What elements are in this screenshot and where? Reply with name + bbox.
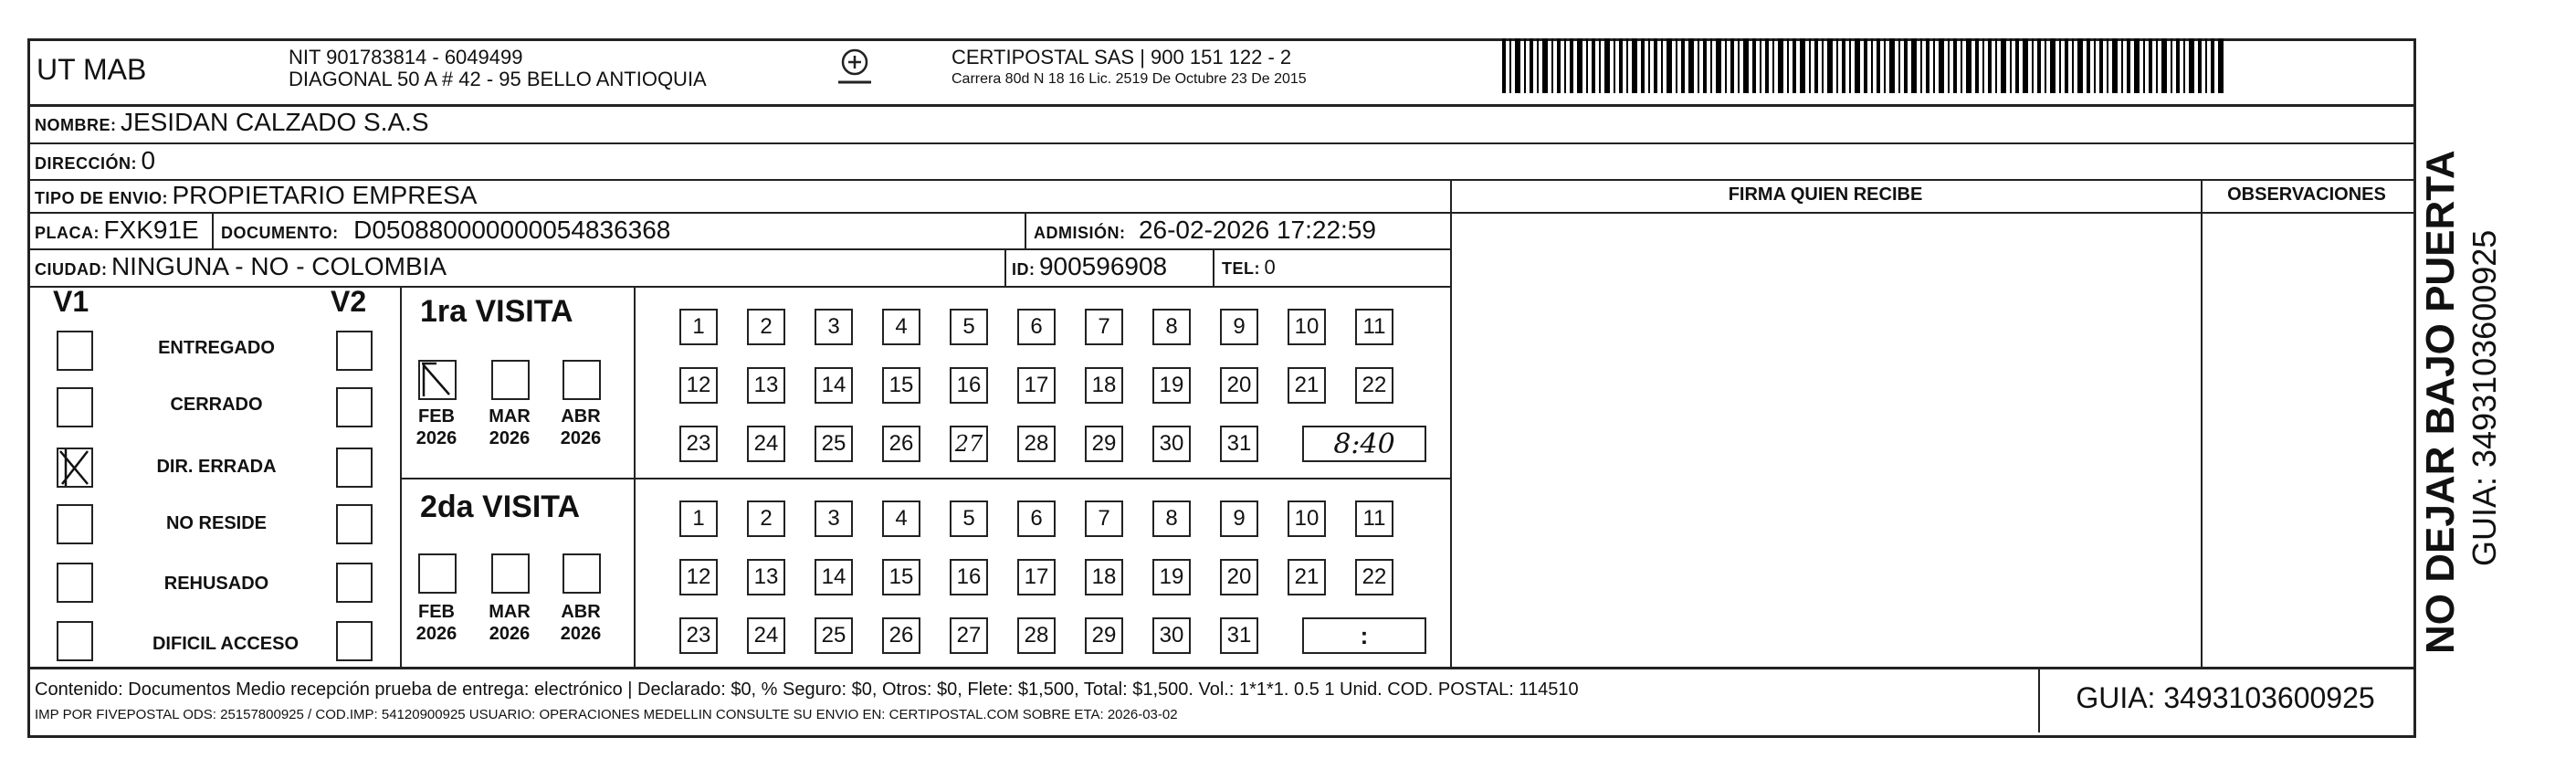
second-visit-day-31[interactable]: 31 xyxy=(1220,617,1258,654)
divider xyxy=(27,212,2413,214)
second-visit-day-21[interactable]: 21 xyxy=(1288,559,1326,595)
admision-value: 26-02-2026 17:22:59 xyxy=(1138,216,1376,244)
first-visit-day-11[interactable]: 11 xyxy=(1355,309,1393,345)
nombre-row xyxy=(35,108,429,137)
certipostal-line-2: Carrera 80d N 18 16 Lic. 2519 De Octubre 23 De 2015 xyxy=(952,71,1307,87)
first-visit-day-14[interactable]: 14 xyxy=(815,367,853,404)
first-visit-day-12[interactable]: 12 xyxy=(679,367,718,404)
first-visit-abr-label: ABR 2026 xyxy=(560,406,602,448)
side-guia-number: GUIA: 3493103600925 xyxy=(2466,229,2503,566)
first-visit-day-6[interactable]: 6 xyxy=(1017,309,1056,345)
footer-print-line: IMP POR FIVEPOSTAL ODS: 25157800925 / COD.IMP: 54120900925 USUARIO: OPERACIONES MEDELLIN CONSULTE SU ENVIO EN: CERTIPOSTAL.COM SOBRE ETA: 2026-03-02 xyxy=(35,707,1178,722)
first-visit-day-15[interactable]: 15 xyxy=(882,367,920,404)
documento-label: DOCUMENTO: xyxy=(221,224,339,242)
first-visit-title: 1ra VISITA xyxy=(420,294,573,329)
status-dir-errada: DIR. ERRADA xyxy=(156,457,277,477)
divider xyxy=(1450,179,1452,669)
first-visit-time-field[interactable]: 8:40 xyxy=(1302,426,1426,462)
placa-value: FXK91E xyxy=(103,216,199,244)
ciudad-cell xyxy=(35,252,447,281)
observaciones-header: OBSERVACIONES xyxy=(2227,184,2386,205)
v1-entregado-checkbox[interactable] xyxy=(57,331,93,371)
direccion-value: 0 xyxy=(141,146,156,174)
v2-rehusado-checkbox[interactable] xyxy=(336,563,373,603)
first-visit-mar-label: MAR 2026 xyxy=(489,406,531,448)
first-visit-day-4[interactable]: 4 xyxy=(882,309,920,345)
id-value: 900596908 xyxy=(1038,252,1168,280)
first-visit-day-21[interactable]: 21 xyxy=(1288,367,1326,404)
v2-entregado-checkbox[interactable] xyxy=(336,331,373,371)
id-label: ID: xyxy=(1012,260,1036,279)
company-address: DIAGONAL 50 A # 42 - 95 BELLO ANTIOQUIA xyxy=(289,68,707,90)
first-visit-day-1[interactable]: 1 xyxy=(679,309,718,345)
certipostal-logo xyxy=(833,46,877,90)
status-dificil-acceso: DIFICIL ACCESO xyxy=(152,634,299,654)
v1-label: V1 xyxy=(53,285,89,318)
first-visit-day-31[interactable]: 31 xyxy=(1220,426,1258,462)
status-rehusado: REHUSADO xyxy=(163,574,269,594)
first-visit-day-7[interactable]: 7 xyxy=(1085,309,1123,345)
v1-dificil-acceso-checkbox[interactable] xyxy=(57,621,93,661)
second-visit-day-10[interactable]: 10 xyxy=(1288,500,1326,537)
second-visit-abr-box[interactable] xyxy=(563,553,601,594)
divider xyxy=(27,248,1450,250)
second-visit-day-5[interactable]: 5 xyxy=(950,500,988,537)
second-visit-day-23[interactable]: 23 xyxy=(679,617,718,654)
v1-no-reside-checkbox[interactable] xyxy=(57,504,93,544)
second-visit-day-30[interactable]: 30 xyxy=(1152,617,1191,654)
footer-content-line: Contenido: Documentos Medio recepción prueba de entrega: electrónico | Declarado: $0, % Seguro: $0, Otros: $0, Flete: $1,500, Total: $1,500. Vol.: 1*1*1. 0.5 1 Unid. COD. POSTAL: 114510 xyxy=(35,679,1579,700)
status-cerrado: CERRADO xyxy=(170,395,263,415)
direccion-label: DIRECCIÓN: xyxy=(35,154,137,173)
v1-cerrado-checkbox[interactable] xyxy=(57,387,93,427)
certipostal-logo-icon xyxy=(833,46,877,90)
second-visit-time-field[interactable]: : xyxy=(1302,617,1426,654)
second-visit-day-16[interactable]: 16 xyxy=(950,559,988,595)
v1-dir-errada-checkbox[interactable] xyxy=(57,448,93,488)
tipo-row xyxy=(35,181,477,210)
company-name: UT MAB xyxy=(37,53,147,86)
v2-dificil-acceso-checkbox[interactable] xyxy=(336,621,373,661)
second-visit-day-17[interactable]: 17 xyxy=(1017,559,1056,595)
divider xyxy=(27,286,1450,288)
id-cell xyxy=(1012,252,1167,281)
first-visit-abr-box[interactable] xyxy=(563,360,601,400)
no-dejar-bajo-puerta: NO DEJAR BAJO PUERTA xyxy=(2418,150,2463,654)
first-visit-day-5[interactable]: 5 xyxy=(950,309,988,345)
first-visit-day-30[interactable]: 30 xyxy=(1152,426,1191,462)
first-visit-day-17[interactable]: 17 xyxy=(1017,367,1056,404)
admision-cell xyxy=(1034,216,1376,245)
divider xyxy=(1004,248,1006,286)
nombre-value: JESIDAN CALZADO S.A.S xyxy=(120,108,429,136)
status-no-reside: NO RESIDE xyxy=(165,513,268,533)
direccion-row xyxy=(35,146,155,175)
barcode xyxy=(1502,38,2224,93)
first-visit-day-20[interactable]: 20 xyxy=(1220,367,1258,404)
second-visit-day-20[interactable]: 20 xyxy=(1220,559,1258,595)
second-visit-day-22[interactable]: 22 xyxy=(1355,559,1393,595)
first-visit-day-26[interactable]: 26 xyxy=(882,426,920,462)
second-visit-day-2[interactable]: 2 xyxy=(747,500,785,537)
certipostal-line-1: CERTIPOSTAL SAS | 900 151 122 - 2 xyxy=(952,46,1292,68)
first-visit-day-16[interactable]: 16 xyxy=(950,367,988,404)
footer-guia: GUIA: 3493103600925 xyxy=(2076,681,2375,714)
handwritten-check-mark xyxy=(57,448,93,488)
second-visit-day-24[interactable]: 24 xyxy=(747,617,785,654)
second-visit-day-4[interactable]: 4 xyxy=(882,500,920,537)
second-visit-day-27[interactable]: 27 xyxy=(950,617,988,654)
divider xyxy=(2201,179,2203,669)
first-visit-day-19[interactable]: 19 xyxy=(1152,367,1191,404)
second-visit-day-25[interactable]: 25 xyxy=(815,617,853,654)
divider xyxy=(212,212,214,248)
first-visit-day-24[interactable]: 24 xyxy=(747,426,785,462)
placa-cell xyxy=(35,216,199,245)
tel-cell xyxy=(1222,256,1276,279)
first-visit-day-25[interactable]: 25 xyxy=(815,426,853,462)
first-visit-day-10[interactable]: 10 xyxy=(1288,309,1326,345)
placa-label: PLACA: xyxy=(35,224,100,242)
divider xyxy=(27,104,2413,107)
second-visit-day-14[interactable]: 14 xyxy=(815,559,853,595)
first-visit-day-27[interactable]: 27 xyxy=(950,426,988,462)
divider xyxy=(1025,212,1026,248)
second-visit-feb-box[interactable] xyxy=(418,553,457,594)
second-visit-day-26[interactable]: 26 xyxy=(882,617,920,654)
handwritten-check-mark xyxy=(418,360,457,400)
v2-dir-errada-checkbox[interactable] xyxy=(336,448,373,488)
v2-no-reside-checkbox[interactable] xyxy=(336,504,373,544)
divider xyxy=(1213,248,1214,286)
v1-rehusado-checkbox[interactable] xyxy=(57,563,93,603)
ciudad-value: NINGUNA - NO - COLOMBIA xyxy=(110,252,447,280)
admision-label: ADMISIÓN: xyxy=(1034,224,1126,242)
second-visit-day-8[interactable]: 8 xyxy=(1152,500,1191,537)
second-visit-mar-box[interactable] xyxy=(491,553,530,594)
first-visit-day-18[interactable]: 18 xyxy=(1085,367,1123,404)
tipo-label: TIPO DE ENVIO: xyxy=(35,189,169,207)
second-visit-day-9[interactable]: 9 xyxy=(1220,500,1258,537)
divider xyxy=(400,478,1450,479)
first-visit-day-23[interactable]: 23 xyxy=(679,426,718,462)
first-visit-day-9[interactable]: 9 xyxy=(1220,309,1258,345)
first-visit-feb-box[interactable] xyxy=(418,360,457,400)
first-visit-feb-label: FEB 2026 xyxy=(415,406,457,448)
first-visit-day-29[interactable]: 29 xyxy=(1085,426,1123,462)
second-visit-mar-label: MAR 2026 xyxy=(489,602,531,644)
firma-header: FIRMA QUIEN RECIBE xyxy=(1728,184,1923,205)
second-visit-feb-label: FEB 2026 xyxy=(415,602,457,644)
ciudad-label: CIUDAD: xyxy=(35,260,108,279)
status-entregado: ENTREGADO xyxy=(158,338,275,358)
company-nit: NIT 901783814 - 6049499 xyxy=(289,46,523,68)
tel-label: TEL: xyxy=(1222,259,1260,278)
divider xyxy=(27,667,2413,669)
first-visit-mar-box[interactable] xyxy=(491,360,530,400)
divider xyxy=(27,142,2413,144)
second-visit-day-29[interactable]: 29 xyxy=(1085,617,1123,654)
documento-cell xyxy=(221,216,670,245)
second-visit-day-12[interactable]: 12 xyxy=(679,559,718,595)
v2-cerrado-checkbox[interactable] xyxy=(336,387,373,427)
second-visit-day-1[interactable]: 1 xyxy=(679,500,718,537)
second-visit-day-11[interactable]: 11 xyxy=(1355,500,1393,537)
second-visit-abr-label: ABR 2026 xyxy=(560,602,602,644)
second-visit-day-3[interactable]: 3 xyxy=(815,500,853,537)
documento-value: D050880000000054836368 xyxy=(353,216,671,244)
tipo-value: PROPIETARIO EMPRESA xyxy=(172,181,478,209)
second-visit-day-18[interactable]: 18 xyxy=(1085,559,1123,595)
divider xyxy=(634,286,636,667)
second-visit-day-6[interactable]: 6 xyxy=(1017,500,1056,537)
second-visit-day-7[interactable]: 7 xyxy=(1085,500,1123,537)
v2-label: V2 xyxy=(331,285,367,318)
second-visit-day-13[interactable]: 13 xyxy=(747,559,785,595)
first-visit-day-13[interactable]: 13 xyxy=(747,367,785,404)
first-visit-day-22[interactable]: 22 xyxy=(1355,367,1393,404)
second-visit-day-15[interactable]: 15 xyxy=(882,559,920,595)
first-visit-day-28[interactable]: 28 xyxy=(1017,426,1056,462)
first-visit-day-8[interactable]: 8 xyxy=(1152,309,1191,345)
first-visit-day-2[interactable]: 2 xyxy=(747,309,785,345)
second-visit-title: 2da VISITA xyxy=(420,490,581,524)
tel-value: 0 xyxy=(1264,256,1276,279)
divider xyxy=(400,286,402,667)
nombre-label: NOMBRE: xyxy=(35,116,117,134)
first-visit-day-3[interactable]: 3 xyxy=(815,309,853,345)
second-visit-day-28[interactable]: 28 xyxy=(1017,617,1056,654)
second-visit-day-19[interactable]: 19 xyxy=(1152,559,1191,595)
